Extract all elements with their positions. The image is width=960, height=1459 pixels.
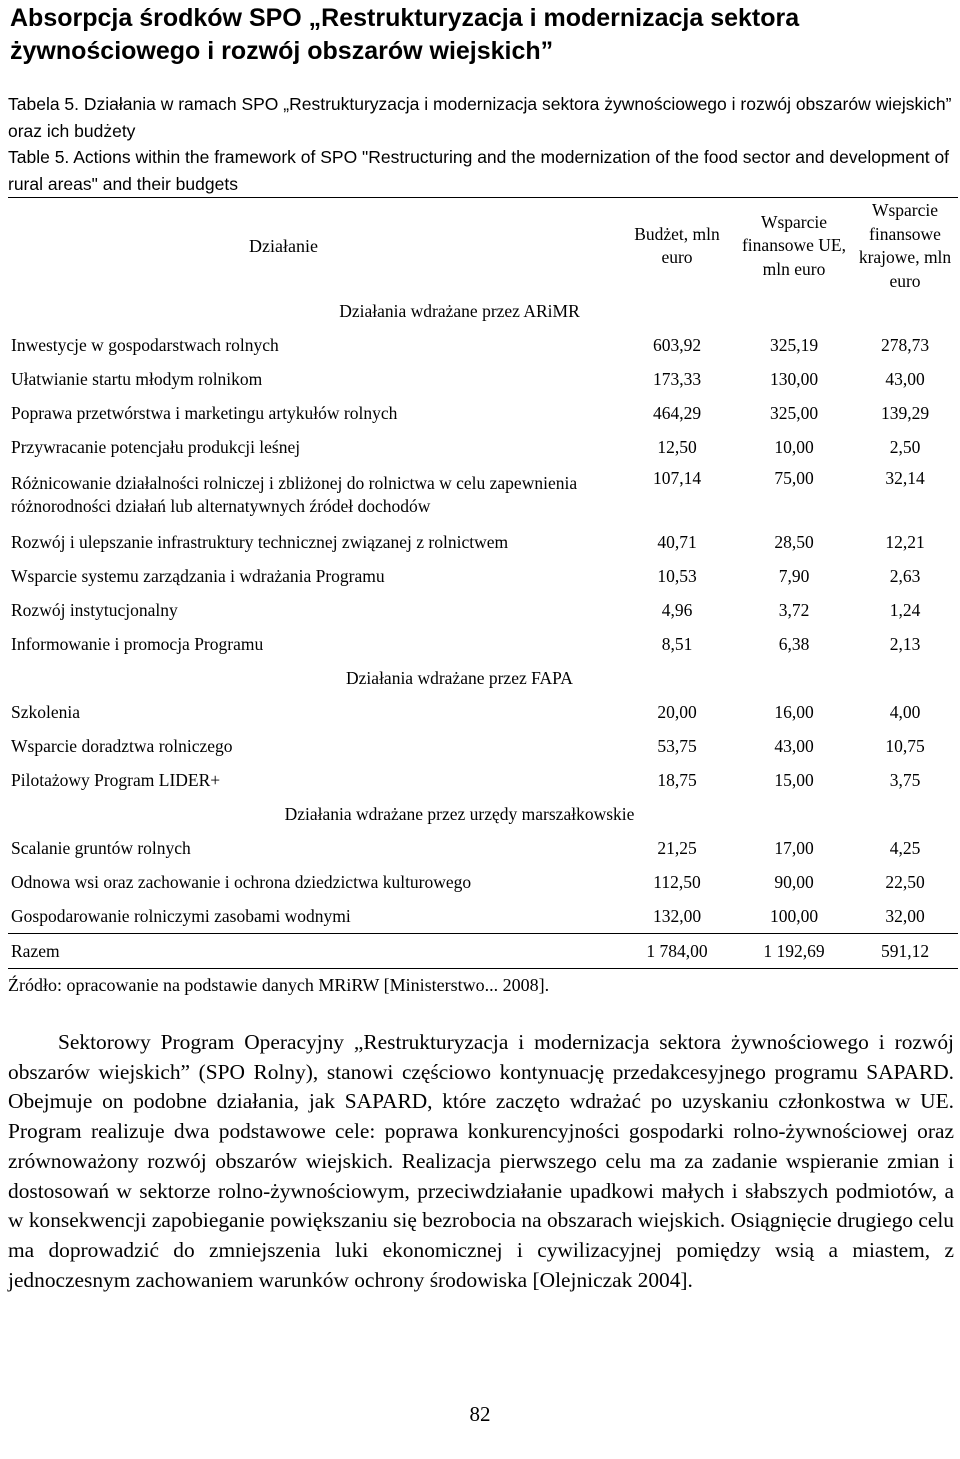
row-action-name: Rozwój instytucjonalny (11, 599, 178, 620)
row-eu-support: 6,38 (778, 633, 810, 654)
row-budget: 464,29 (652, 402, 702, 423)
table-row (8, 559, 958, 593)
row-national-support: 32,14 (885, 468, 925, 488)
row-action-name: Poprawa przetwórstwa i marketingu artykułów rolnych (11, 402, 398, 423)
budget-table (8, 197, 958, 969)
table-row (8, 865, 958, 899)
row-action-name: Różnicowanie działalności rolniczej i zbliżonej do rolnictwa w celu zapewnienia różnorodności działań lub alternatywnych źródeł dochodów (11, 472, 578, 516)
total-label: Razem (11, 940, 60, 961)
section-title: Działania wdrażane przez urzędy marszałkowskie (284, 803, 635, 824)
total-eu-support: 1 192,69 (763, 940, 825, 961)
row-action-name: Szkolenia (11, 701, 81, 722)
row-budget: 20,00 (657, 701, 697, 722)
table-caption-english: Table 5. Actions within the framework of SPO "Restructuring and the modernization of the food sector and development of rural areas" and their budgets (8, 147, 950, 194)
row-eu-support: 130,00 (769, 368, 819, 389)
row-eu-support: 90,00 (774, 871, 814, 892)
row-action-name: Gospodarowanie rolniczymi zasobami wodnymi (11, 905, 351, 926)
header-budget: Budżet, mln euro (634, 223, 720, 267)
header-national-support: Wsparcie finansowe krajowe, mln euro (858, 200, 952, 291)
section-row (8, 294, 958, 328)
row-eu-support: 325,19 (769, 334, 819, 355)
row-national-support: 10,75 (885, 735, 925, 756)
row-national-support: 278,73 (880, 334, 930, 355)
row-eu-support: 17,00 (774, 837, 814, 858)
row-budget: 107,14 (652, 468, 702, 488)
row-action-name: Scalanie gruntów rolnych (11, 837, 191, 858)
row-action-name: Ułatwianie startu młodym rolnikom (11, 368, 263, 389)
page-number: 82 (469, 1402, 491, 1426)
row-budget: 21,25 (657, 837, 697, 858)
row-national-support: 139,29 (880, 402, 930, 423)
row-action-name: Rozwój i ulepszanie infrastruktury technicznej związanej z rolnictwem (11, 531, 509, 552)
row-budget: 12,50 (657, 436, 697, 457)
table-row (8, 430, 958, 464)
row-budget: 603,92 (652, 334, 702, 355)
row-eu-support: 100,00 (769, 905, 819, 926)
row-national-support: 1,24 (889, 599, 921, 620)
table-row (8, 593, 958, 627)
row-eu-support: 43,00 (774, 735, 814, 756)
table-row (8, 831, 958, 865)
row-eu-support: 7,90 (778, 565, 810, 586)
row-action-name: Informowanie i promocja Programu (11, 633, 264, 654)
row-action-name: Odnowa wsi oraz zachowanie i ochrona dziedzictwa kulturowego (11, 871, 472, 892)
row-national-support: 2,13 (889, 633, 921, 654)
row-national-support: 22,50 (885, 871, 925, 892)
row-action-name: Wsparcie systemu zarządzania i wdrażania Programu (11, 565, 385, 586)
body-paragraph: Sektorowy Program Operacyjny „Restrukturyzacja i modernizacja sektora żywnościowego i rozwój obszarów wiejskich” (SPO Rolny), stanowi częściowo kontynuację przedakcesyjnego programu SAPARD. Obejmuje on podobne działania, jak SAPARD, które zaczęto wdrażać po uzyskaniu członkostwa w UE. Program realizuje dwa podstawowe cele: poprawa konkurencyjności gospodarki rolno-żywnościowej oraz zrównoważony rozwój obszarów wiejskich. Realizacja pierwszego celu ma za zadanie wspieranie zmian i dostosowań w sektorze rolno-żywnościowym, przeciwdziałanie upadkowi małych i słabszych podmiotów, a w konsekwencji zapobieganie powiększaniu się bezrobocia na obszarach wiejskich. Osiągnięcie drugiego celu ma doprowadzić do zmniejszenia luki ekonomicznej i cywilizacyjnej pomiędzy wsią a miastem, z jednoczesnym zachowaniem warunków ochrony środowiska [Olejniczak 2004]. (8, 1030, 954, 1292)
row-national-support: 2,63 (889, 565, 921, 586)
row-budget: 173,33 (652, 368, 702, 389)
table-caption-polish: Tabela 5. Działania w ramach SPO „Restrukturyzacja i modernizacja sektora żywnościowego i rozwój obszarów wiejskich” oraz ich budżety (8, 94, 952, 141)
row-budget: 132,00 (652, 905, 702, 926)
row-budget: 112,50 (653, 871, 701, 892)
table-body (8, 294, 958, 969)
row-eu-support: 28,50 (774, 531, 814, 552)
row-national-support: 4,00 (889, 701, 921, 722)
row-budget: 40,71 (657, 531, 697, 552)
row-action-name: Wsparcie doradztwa rolniczego (11, 735, 233, 756)
total-budget: 1 784,00 (646, 940, 708, 961)
row-budget: 18,75 (657, 769, 697, 790)
row-action-name: Pilotażowy Program LIDER+ (11, 769, 221, 790)
table-row (8, 464, 958, 525)
table-row (8, 396, 958, 430)
row-national-support: 2,50 (889, 436, 921, 457)
table-row (8, 729, 958, 763)
header-action: Działanie (249, 235, 318, 256)
row-eu-support: 15,00 (774, 769, 814, 790)
row-eu-support: 325,00 (769, 402, 819, 423)
table-row (8, 328, 958, 362)
table-row (8, 627, 958, 661)
row-budget: 8,51 (661, 633, 693, 654)
row-national-support: 4,25 (889, 837, 921, 858)
row-budget: 53,75 (657, 735, 697, 756)
row-action-name: Inwestycje w gospodarstwach rolnych (11, 334, 279, 355)
row-budget: 4,96 (661, 599, 693, 620)
section-title: Działania wdrażane przez FAPA (346, 667, 573, 688)
section-title: Działania wdrażane przez ARiMR (339, 300, 580, 321)
row-national-support: 3,75 (889, 769, 921, 790)
row-national-support: 12,21 (885, 531, 925, 552)
row-eu-support: 75,00 (774, 468, 814, 488)
table-row (8, 362, 958, 396)
table-row (8, 695, 958, 729)
table-row (8, 763, 958, 797)
header-eu-support: Wsparcie finansowe UE, mln euro (741, 211, 846, 279)
row-eu-support: 10,00 (774, 436, 814, 457)
table-row (8, 899, 958, 934)
section-row (8, 797, 958, 831)
row-national-support: 32,00 (885, 905, 925, 926)
row-eu-support: 3,72 (778, 599, 810, 620)
total-national-support: 591,12 (880, 940, 930, 961)
table-row (8, 525, 958, 559)
table-header-row (8, 198, 958, 295)
row-budget: 10,53 (657, 565, 697, 586)
row-national-support: 43,00 (885, 368, 925, 389)
section-row (8, 661, 958, 695)
source-note: Źródło: opracowanie na podstawie danych MRiRW [Ministerstwo... 2008]. (8, 975, 550, 995)
section-heading: Absorpcja środków SPO „Restrukturyzacja i modernizacja sektora żywnościowego i rozwój obszarów wiejskich” (10, 4, 800, 65)
row-eu-support: 16,00 (774, 701, 814, 722)
row-action-name: Przywracanie potencjału produkcji leśnej (11, 436, 301, 457)
total-row (8, 934, 958, 969)
